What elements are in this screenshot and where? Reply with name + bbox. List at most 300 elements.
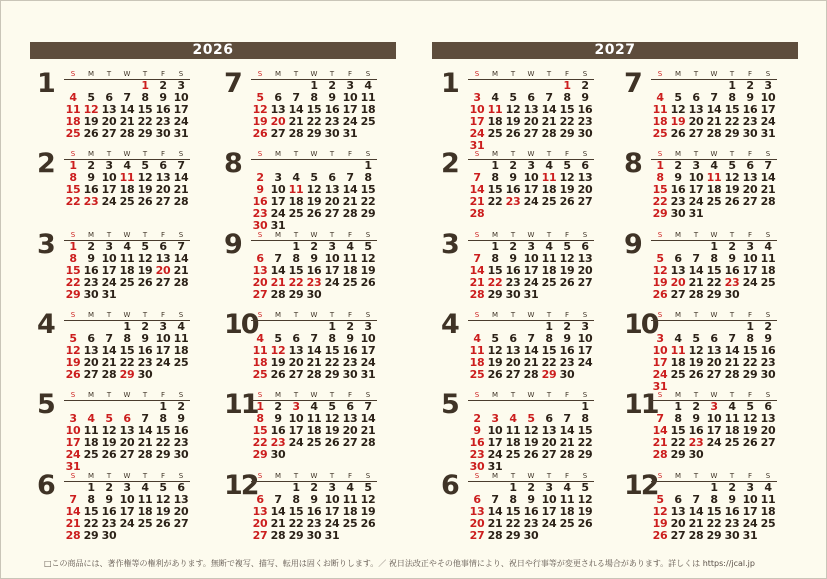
day-cell: 3 <box>328 481 336 494</box>
day-cell: 5 <box>674 91 682 104</box>
day-cell: 7 <box>364 400 372 413</box>
day-cell: 21 <box>523 356 539 369</box>
day-cell: 19 <box>270 356 286 369</box>
day-cell: 21 <box>487 517 503 530</box>
day-cell: 27 <box>706 368 722 381</box>
day-cell: 22 <box>252 436 268 449</box>
day-cell: 19 <box>101 436 117 449</box>
day-cell <box>576 369 594 381</box>
day-cell: 16 <box>252 195 268 208</box>
month-2027-6 <box>441 470 593 553</box>
day-cell: 5 <box>656 493 664 506</box>
weekday-label: T <box>293 231 299 239</box>
day-cell: 23 <box>760 356 776 369</box>
day-cell: 15 <box>559 103 575 116</box>
day-cell: 30 <box>173 448 189 461</box>
day-cell: 14 <box>469 183 485 196</box>
weekday-label: S <box>257 70 263 78</box>
day-cell: 10 <box>577 332 593 345</box>
day-cell: 10 <box>688 171 704 184</box>
week-row <box>651 449 777 461</box>
day-cell: 4 <box>545 240 553 253</box>
weekday-label: T <box>142 231 148 239</box>
day-cell: 28 <box>469 288 485 301</box>
day-cell: 9 <box>581 91 589 104</box>
day-cell: 6 <box>746 159 754 172</box>
day-cell: 22 <box>724 115 740 128</box>
day-cell: 13 <box>469 505 485 518</box>
day-cell: 26 <box>83 127 99 140</box>
day-cell: 22 <box>360 195 376 208</box>
day-cell: 26 <box>559 195 575 208</box>
day-cell: 5 <box>256 91 264 104</box>
weekday-label: F <box>347 472 353 480</box>
day-grid <box>651 230 777 301</box>
day-cell: 20 <box>252 517 268 530</box>
day-cell: 21 <box>652 436 668 449</box>
weekday-label: F <box>747 150 753 158</box>
day-cell: 30 <box>83 288 99 301</box>
weekday-label: F <box>347 150 353 158</box>
day-cell <box>305 449 323 461</box>
day-cell <box>359 449 377 461</box>
day-cell: 14 <box>270 505 286 518</box>
day-cell: 22 <box>137 115 153 128</box>
day-cell: 15 <box>724 103 740 116</box>
day-grid <box>251 390 377 461</box>
day-cell: 11 <box>360 91 376 104</box>
day-cell: 1 <box>710 481 718 494</box>
weekday-label: S <box>765 70 771 78</box>
day-cell: 19 <box>670 115 686 128</box>
weekday-label: S <box>365 311 371 319</box>
day-cell: 11 <box>559 493 575 506</box>
day-cell: 4 <box>69 91 77 104</box>
week-row <box>251 128 377 140</box>
day-cell: 9 <box>509 252 517 265</box>
day-cell: 28 <box>101 368 117 381</box>
day-cell: 1 <box>69 159 77 172</box>
weekday-label: W <box>527 150 535 158</box>
weekday-label: S <box>365 472 371 480</box>
day-cell: 3 <box>346 79 354 92</box>
day-cell: 2 <box>509 159 517 172</box>
weekday-label: T <box>510 70 516 78</box>
day-cell: 29 <box>670 448 686 461</box>
month-number: 4 <box>441 309 458 340</box>
day-cell: 2 <box>746 79 754 92</box>
weekday-label: M <box>674 150 682 158</box>
day-cell: 7 <box>473 171 481 184</box>
day-cell: 14 <box>65 505 81 518</box>
day-cell: 25 <box>252 368 268 381</box>
week-row <box>651 530 777 542</box>
day-cell: 7 <box>764 159 772 172</box>
day-cell: 21 <box>559 436 575 449</box>
day-cell: 11 <box>83 424 99 437</box>
weekday-label: S <box>178 150 184 158</box>
day-cell: 3 <box>123 481 131 494</box>
day-cell: 13 <box>173 493 189 506</box>
day-cell: 22 <box>505 517 521 530</box>
day-cell: 1 <box>674 400 682 413</box>
day-cell: 5 <box>159 481 167 494</box>
day-cell: 2 <box>563 320 571 333</box>
day-cell: 8 <box>710 493 718 506</box>
day-cell: 17 <box>101 183 117 196</box>
day-cell: 3 <box>364 320 372 333</box>
day-cell: 5 <box>87 91 95 104</box>
day-cell: 6 <box>674 252 682 265</box>
day-cell: 30 <box>306 529 322 542</box>
weekday-label: S <box>70 150 76 158</box>
day-cell: 16 <box>101 505 117 518</box>
weekday-header <box>651 69 777 80</box>
day-cell: 18 <box>670 356 686 369</box>
day-cell: 4 <box>764 240 772 253</box>
day-cell: 13 <box>523 103 539 116</box>
day-cell: 19 <box>324 424 340 437</box>
day-cell: 12 <box>487 344 503 357</box>
day-cell: 5 <box>581 481 589 494</box>
weekday-label: T <box>510 150 516 158</box>
month-number: 9 <box>224 229 241 260</box>
day-cell: 31 <box>760 127 776 140</box>
weekday-label: W <box>310 311 318 319</box>
weekday-label: S <box>365 391 371 399</box>
day-cell: 25 <box>706 195 722 208</box>
day-cell: 23 <box>505 276 521 289</box>
day-grid <box>251 471 377 542</box>
day-cell: 28 <box>523 368 539 381</box>
day-cell: 17 <box>342 103 358 116</box>
day-cell: 30 <box>724 529 740 542</box>
month-2027-11 <box>624 389 776 472</box>
day-cell: 8 <box>69 252 77 265</box>
weekday-label: S <box>474 231 480 239</box>
day-cell: 19 <box>559 264 575 277</box>
day-cell: 16 <box>137 344 153 357</box>
day-cell: 19 <box>688 356 704 369</box>
day-cell: 25 <box>288 207 304 220</box>
weekday-label: W <box>123 472 131 480</box>
day-cell: 15 <box>577 424 593 437</box>
day-cell: 15 <box>65 183 81 196</box>
day-cell: 14 <box>760 171 776 184</box>
week-row <box>468 449 594 461</box>
month-number: 12 <box>624 470 658 501</box>
day-cell: 1 <box>746 320 754 333</box>
weekday-label: S <box>474 150 480 158</box>
day-cell: 4 <box>545 159 553 172</box>
weekday-label: W <box>310 70 318 78</box>
weekday-label: F <box>747 70 753 78</box>
day-cell: 5 <box>509 91 517 104</box>
day-cell: 26 <box>65 368 81 381</box>
day-cell: 10 <box>101 252 117 265</box>
day-cell: 4 <box>728 400 736 413</box>
day-cell: 18 <box>469 356 485 369</box>
weekday-label: W <box>123 70 131 78</box>
month-2027-1 <box>441 68 593 152</box>
day-cell: 29 <box>119 368 135 381</box>
day-cell: 30 <box>306 288 322 301</box>
day-cell: 25 <box>559 517 575 530</box>
day-cell <box>136 289 154 301</box>
day-cell: 16 <box>688 424 704 437</box>
day-cell <box>172 530 190 542</box>
week-row <box>651 196 777 208</box>
day-cell: 6 <box>256 493 264 506</box>
day-cell: 23 <box>724 517 740 530</box>
day-cell: 18 <box>65 115 81 128</box>
day-cell: 31 <box>469 139 485 152</box>
day-cell: 31 <box>270 219 286 232</box>
weekday-label: F <box>564 472 570 480</box>
weekday-label: T <box>142 150 148 158</box>
weekday-label: S <box>178 231 184 239</box>
day-cell: 9 <box>177 412 185 425</box>
day-cell <box>705 449 723 461</box>
day-cell: 30 <box>137 368 153 381</box>
day-cell: 21 <box>469 276 485 289</box>
day-cell: 23 <box>670 195 686 208</box>
day-cell: 14 <box>688 264 704 277</box>
day-cell: 21 <box>101 356 117 369</box>
day-cell: 17 <box>469 115 485 128</box>
month-2026-12 <box>224 470 376 553</box>
weekday-label: W <box>527 311 535 319</box>
week-row <box>64 530 190 542</box>
day-cell: 16 <box>670 183 686 196</box>
day-cell: 25 <box>670 368 686 381</box>
weekday-label: W <box>710 231 718 239</box>
day-cell: 5 <box>692 332 700 345</box>
weekday-label: S <box>657 472 663 480</box>
day-cell: 17 <box>688 183 704 196</box>
weekday-label: S <box>657 150 663 158</box>
month-2027-3 <box>441 229 593 312</box>
weekday-header <box>468 69 594 80</box>
day-cell: 16 <box>469 436 485 449</box>
day-cell: 28 <box>706 127 722 140</box>
day-cell: 14 <box>119 103 135 116</box>
month-2026-5 <box>37 389 189 473</box>
day-cell: 2 <box>728 481 736 494</box>
day-cell: 22 <box>324 356 340 369</box>
day-cell: 21 <box>688 517 704 530</box>
day-cell <box>741 208 759 220</box>
weekday-label: T <box>546 70 552 78</box>
month-2027-10 <box>624 309 776 393</box>
day-cell: 11 <box>306 412 322 425</box>
day-cell: 19 <box>577 505 593 518</box>
day-grid <box>651 149 777 220</box>
day-cell: 29 <box>706 288 722 301</box>
day-cell: 12 <box>101 424 117 437</box>
day-cell: 13 <box>760 412 776 425</box>
weekday-label: F <box>160 231 166 239</box>
day-cell: 8 <box>310 91 318 104</box>
day-cell: 15 <box>652 183 668 196</box>
day-cell: 5 <box>364 240 372 253</box>
year-banner-2026: 2026 <box>30 42 396 59</box>
day-cell: 5 <box>328 400 336 413</box>
weekday-label: T <box>729 311 735 319</box>
month-number: 1 <box>441 68 458 99</box>
day-cell: 7 <box>692 252 700 265</box>
day-cell <box>154 289 172 301</box>
day-cell: 28 <box>342 207 358 220</box>
day-cell: 4 <box>123 159 131 172</box>
day-cell: 12 <box>306 183 322 196</box>
month-2026-9 <box>224 229 376 312</box>
day-cell: 18 <box>119 264 135 277</box>
week-row <box>64 128 190 140</box>
day-cell: 22 <box>487 276 503 289</box>
weekday-label: M <box>87 231 95 239</box>
weekday-label: M <box>87 472 95 480</box>
day-cell: 27 <box>541 448 557 461</box>
day-cell <box>759 530 777 542</box>
day-cell: 28 <box>270 288 286 301</box>
day-cell: 13 <box>155 252 171 265</box>
weekday-label: S <box>257 391 263 399</box>
weekday-label: M <box>674 70 682 78</box>
weekday-label: T <box>106 311 112 319</box>
day-cell: 10 <box>760 91 776 104</box>
month-2027-4 <box>441 309 593 392</box>
day-cell: 19 <box>83 115 99 128</box>
weekday-label: T <box>329 311 335 319</box>
day-cell: 1 <box>159 400 167 413</box>
day-cell: 22 <box>706 276 722 289</box>
weekday-label: S <box>582 311 588 319</box>
day-cell <box>341 530 359 542</box>
day-cell: 14 <box>137 424 153 437</box>
day-cell: 30 <box>670 207 686 220</box>
day-cell: 23 <box>83 276 99 289</box>
week-row <box>468 530 594 542</box>
day-grid <box>64 149 190 208</box>
day-cell: 9 <box>728 493 736 506</box>
day-cell: 18 <box>760 505 776 518</box>
day-cell: 10 <box>155 332 171 345</box>
day-cell: 2 <box>141 320 149 333</box>
day-cell: 19 <box>306 195 322 208</box>
day-cell: 5 <box>491 332 499 345</box>
day-cell: 29 <box>83 529 99 542</box>
day-cell: 4 <box>764 481 772 494</box>
weekday-label: T <box>546 150 552 158</box>
day-cell: 9 <box>563 332 571 345</box>
day-cell: 10 <box>270 183 286 196</box>
day-cell: 6 <box>346 400 354 413</box>
day-cell: 11 <box>652 103 668 116</box>
month-number: 9 <box>624 229 641 260</box>
day-cell <box>759 449 777 461</box>
month-number: 8 <box>224 148 241 179</box>
day-cell: 27 <box>577 195 593 208</box>
weekday-label: W <box>310 391 318 399</box>
day-cell: 5 <box>141 240 149 253</box>
day-cell: 24 <box>270 207 286 220</box>
day-cell: 23 <box>505 195 521 208</box>
weekday-header <box>468 310 594 321</box>
day-cell: 14 <box>101 344 117 357</box>
day-cell: 18 <box>252 356 268 369</box>
day-grid <box>64 390 190 473</box>
day-cell: 8 <box>328 332 336 345</box>
day-cell: 8 <box>674 412 682 425</box>
day-cell: 28 <box>688 288 704 301</box>
week-row <box>468 289 594 301</box>
weekday-header <box>468 390 594 401</box>
day-cell: 10 <box>65 424 81 437</box>
weekday-label: W <box>310 231 318 239</box>
day-cell: 15 <box>83 505 99 518</box>
day-cell: 22 <box>670 436 686 449</box>
day-cell: 28 <box>688 529 704 542</box>
weekday-label: S <box>257 231 263 239</box>
day-cell: 19 <box>652 276 668 289</box>
day-cell: 26 <box>137 276 153 289</box>
day-cell: 8 <box>292 493 300 506</box>
day-cell: 13 <box>252 505 268 518</box>
day-cell: 9 <box>159 91 167 104</box>
weekday-label: T <box>106 150 112 158</box>
copyright-notice: □この商品には、著作権等の権利があります。無断で複写、描写、転用は固くお断りします。／ 祝日法改正やその他事情により、祝日や行事等が変更される場合があります。詳しくは https://jcal.jp <box>44 559 755 568</box>
day-cell: 9 <box>473 424 481 437</box>
weekday-header <box>64 390 190 401</box>
day-cell: 10 <box>360 332 376 345</box>
day-cell <box>741 449 759 461</box>
day-cell: 15 <box>360 183 376 196</box>
day-cell <box>136 530 154 542</box>
day-grid <box>251 69 377 140</box>
month-number: 6 <box>37 470 54 501</box>
day-cell: 16 <box>324 103 340 116</box>
day-cell: 24 <box>523 195 539 208</box>
day-cell <box>359 128 377 140</box>
day-cell: 26 <box>670 127 686 140</box>
day-cell: 6 <box>256 252 264 265</box>
day-cell <box>154 369 172 381</box>
day-cell: 15 <box>541 344 557 357</box>
weekday-label: F <box>160 391 166 399</box>
day-cell: 22 <box>559 115 575 128</box>
day-cell <box>504 208 522 220</box>
weekday-label: M <box>274 311 282 319</box>
day-cell: 27 <box>288 368 304 381</box>
week-row <box>251 449 377 461</box>
day-cell: 11 <box>173 332 189 345</box>
day-grid <box>251 149 377 232</box>
day-cell: 7 <box>310 332 318 345</box>
day-cell: 30 <box>252 219 268 232</box>
day-cell: 28 <box>288 127 304 140</box>
day-cell: 15 <box>137 103 153 116</box>
day-cell: 20 <box>173 505 189 518</box>
weekday-label: S <box>765 231 771 239</box>
day-cell: 7 <box>491 493 499 506</box>
day-cell: 24 <box>101 276 117 289</box>
day-cell: 21 <box>724 356 740 369</box>
week-row <box>64 289 190 301</box>
day-cell: 27 <box>505 368 521 381</box>
day-grid <box>64 230 190 301</box>
day-cell: 14 <box>706 103 722 116</box>
